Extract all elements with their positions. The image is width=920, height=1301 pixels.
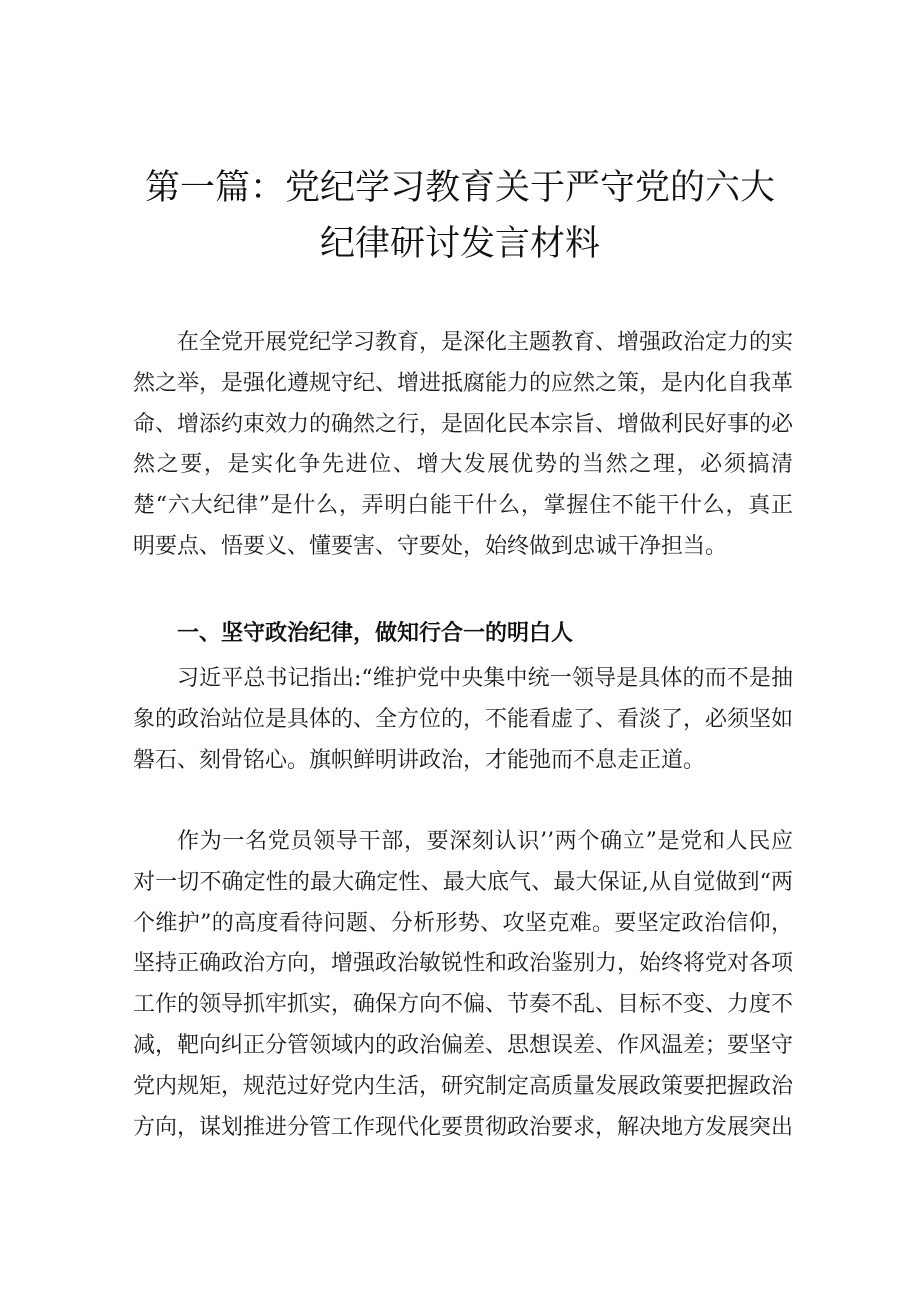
- section-1-paragraph-1: 习近平总书记指出:“维护党中央集中统一领导是具体的而不是抽象的政治站位是具体的、全方位的，不能看虚了、看淡了，必须坚如磐石、刻骨铭心。旗帜鲜明讲政治，才能弛而不息走正道。: [133, 666, 794, 773]
- section-heading-1: 一、坚守政治纪律，做知行合一的明白人: [177, 621, 574, 646]
- section-1-paragraph-2: 作为一名党员领导干部，要深刻认识’’两个确立”是党和人民应对一切不确定性的最大确定性、最大底气、最大保证,从自觉做到“两个维护”的高度看待问题、分析形势、攻坚克难。要坚定政治信仰，坚持正确政治方向，增强政治敏锐性和政治鉴别力，始终将党对各项工作的领导抓牢抓实，确保方向不偏、节奏不乱、目标不变、力度不减，靶向纠正分管领域内的政治偏差、思想误差、作风温差；要坚守党内规矩，规范过好党内生活，研究制定高质量发展政策要把握政治方向，谋划推进分管工作现代化要贯彻政治要求，解决地方发展突出: [133, 829, 794, 1140]
- intro-paragraph: 在全党开展党纪学习教育，是深化主题教育、增强政治定力的实然之举，是强化遵规守纪、增进抵腐能力的应然之策，是内化自我革命、增添约束效力的确然之行，是固化民本宗旨、增做利民好事的必然之要，是实化争先进位、增大发展优势的当然之理，必须搞清楚“六大纪律”是什么，弄明白能干什么，掌握住不能干什么，真正明要点、悟要义、懂要害、守要处，始终做到忠诚干净担当。: [133, 330, 794, 559]
- document-title-line-1: 第一篇：党纪学习教育关于严守党的六大: [144, 168, 775, 208]
- document-title-line-2: 纪律研讨发言材料: [319, 224, 600, 264]
